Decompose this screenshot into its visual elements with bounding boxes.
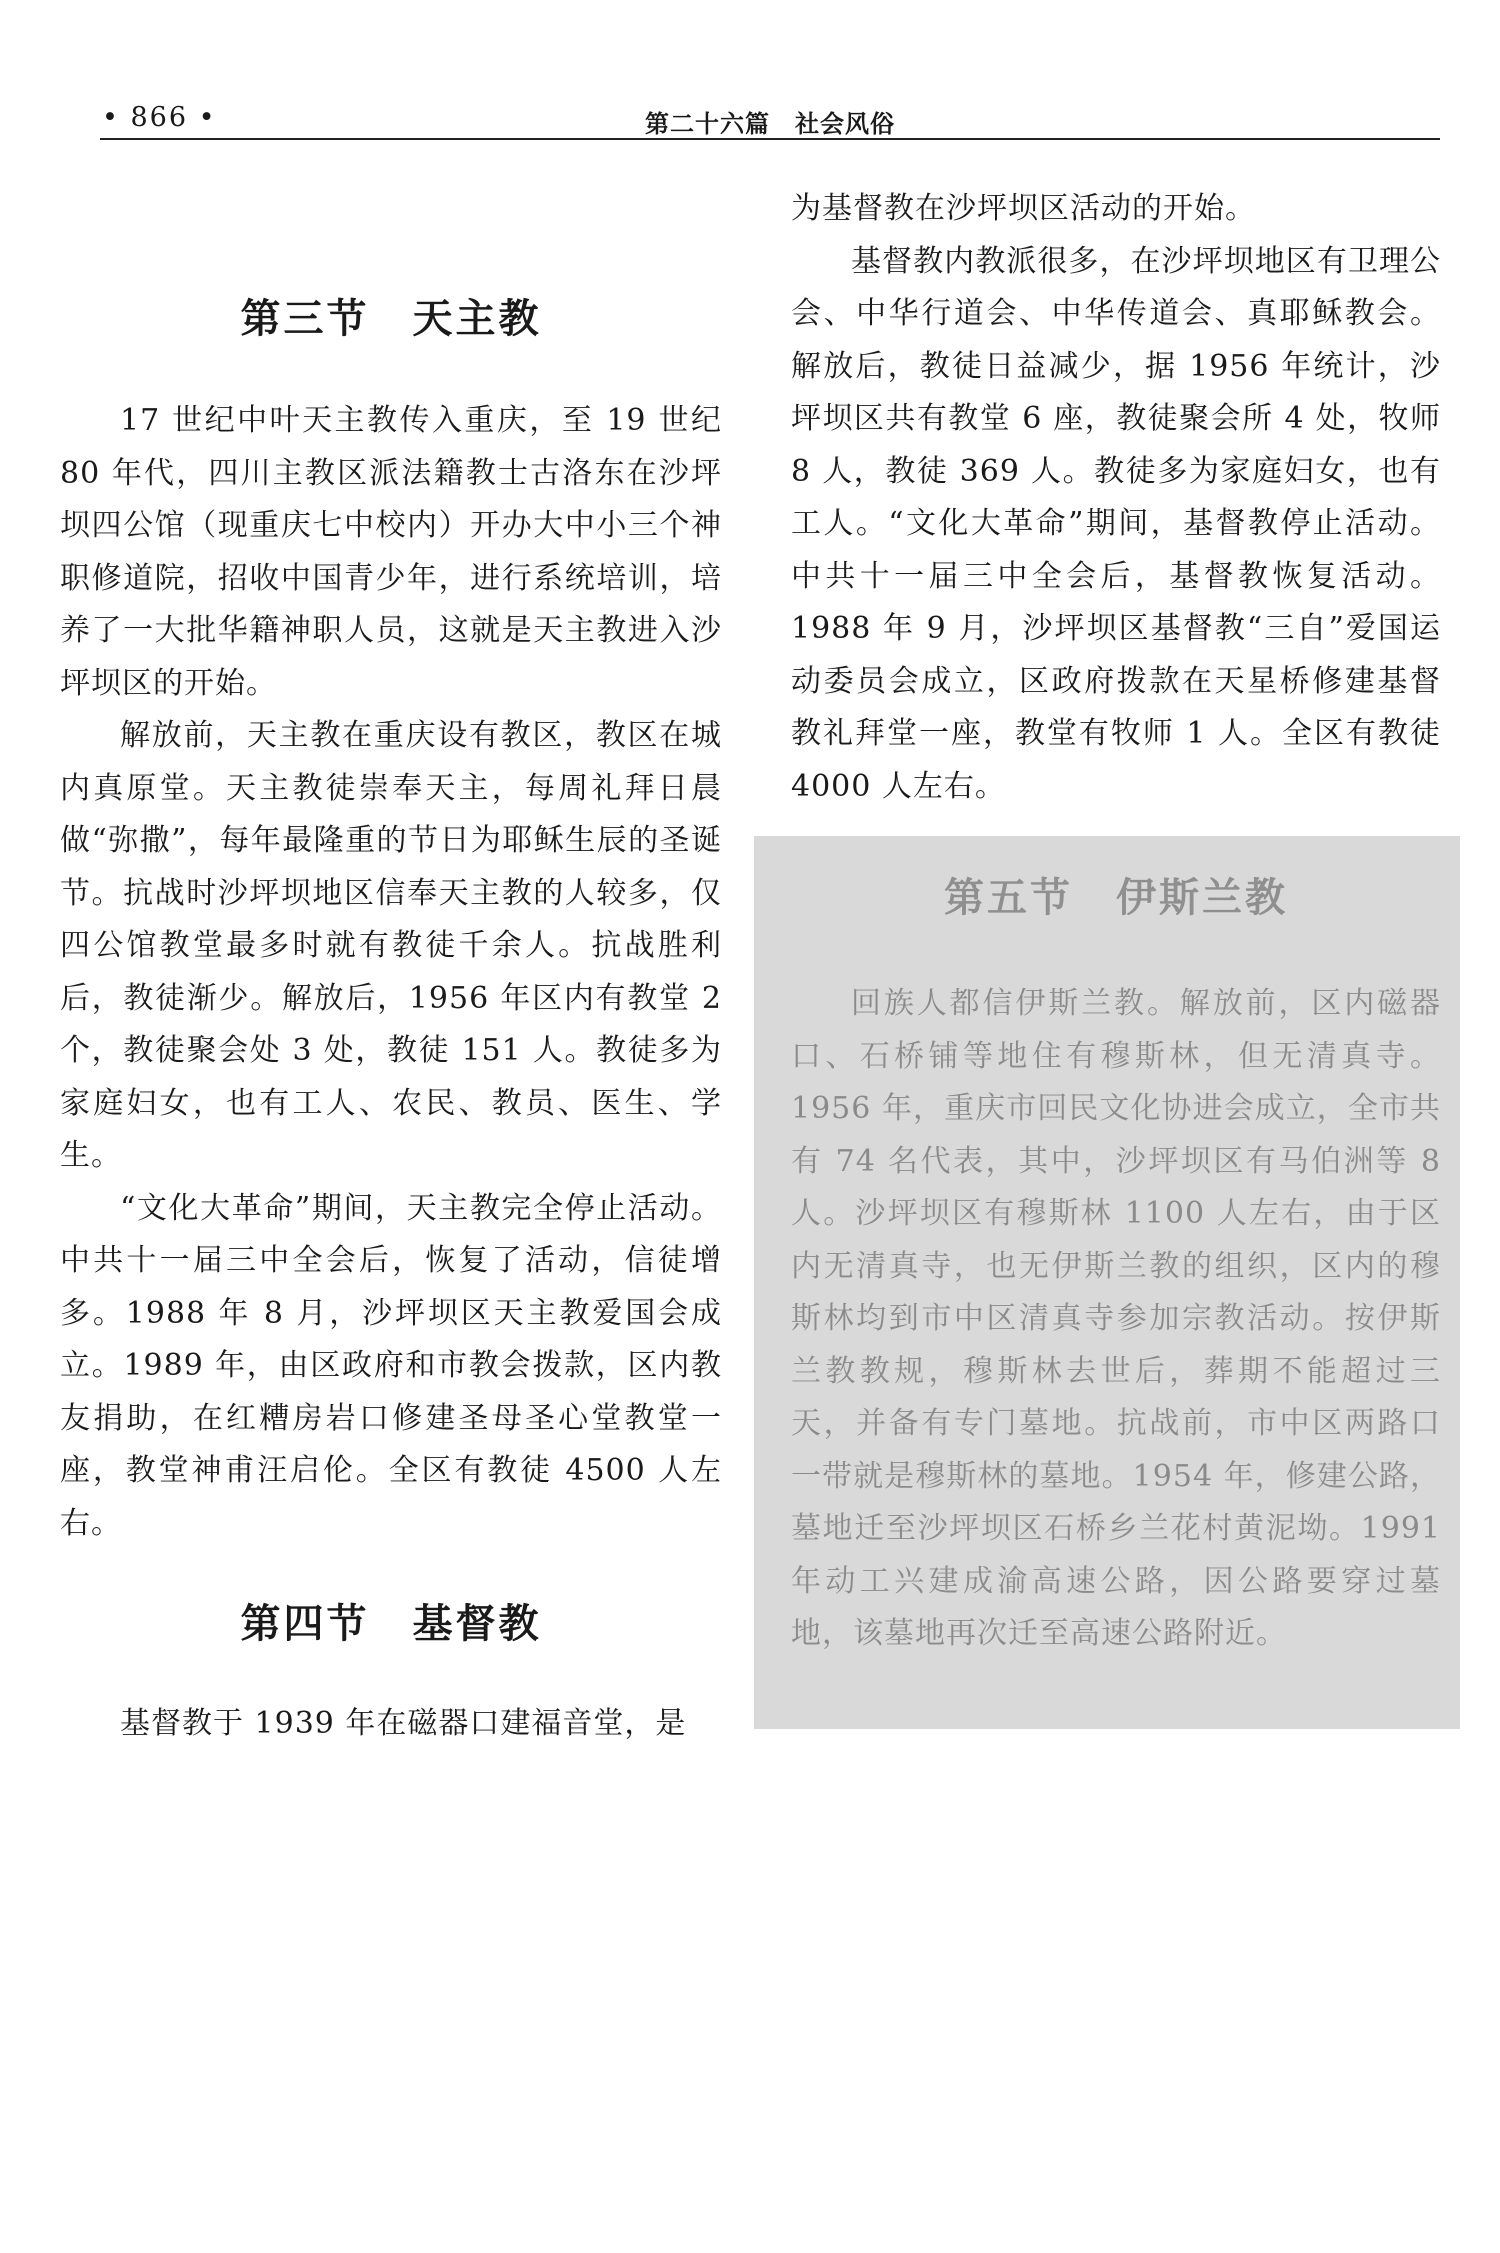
paragraph: 17 世纪中叶天主教传入重庆，至 19 世纪 80 年代，四川主教区派法籍教士古洛东在沙坪坝四公馆（现重庆七中校内）开办大中小三个神职修道院，招收中国青少年，进行系统培训，培养了一大批华籍神职人员，这就是天主教进入沙坪坝区的开始。 — [60, 403, 722, 701]
shaded-section — [754, 836, 1460, 1729]
page-number: • 866 • — [102, 102, 217, 133]
page-header — [100, 96, 1440, 140]
paragraph: “文化大革命”期间，天主教完全停止活动。中共十一届三中全会后，恢复了活动，信徒增多。1988 年 8 月，沙坪坝区天主教爱国会成立。1989 年，由区政府和市教会拨款，区内教友捐助，在红糟房岩口修建圣母圣心堂教堂一座，教堂神甫汪启伦。全区有教徒 4500 人左右。 — [60, 1190, 722, 1541]
running-head: 第二十六篇 社会风俗 — [645, 110, 895, 138]
right-column — [791, 183, 1441, 813]
section-title-islam: 第五节 伊斯兰教 — [944, 875, 1288, 921]
paragraph-continued: 为基督教在沙坪坝区活动的开始。 — [791, 191, 1256, 226]
left-column — [60, 178, 722, 1751]
section-title-catholicism: 第三节 天主教 — [240, 296, 542, 342]
paragraph: 回族人都信伊斯兰教。解放前，区内磁器口、石桥铺等地住有穆斯林，但无清真寺。1956 年，重庆市回民文化协进会成立，全市共有 74 名代表，其中，沙坪坝区有马伯洲等 8 人。沙坪坝区有穆斯林 1100 人左右，由于区内无清真寺，也无伊斯兰教的组织，区内的穆斯林均到市中区清真寺参加宗教活动。按伊斯兰教教规，穆斯林去世后，葬期不能超过三天，并备有专门墓地。抗战前，市中区两路口一带就是穆斯林的墓地。1954 年，修建公路，墓地迁至沙坪坝区石桥乡兰花村黄泥坳。1991 年动工兴建成渝高速公路，因公路要穿过墓地，该墓地再次迁至高速公路附近。 — [791, 986, 1441, 1651]
section-title-protestantism: 第四节 基督教 — [240, 1601, 542, 1647]
paragraph: 基督教内教派很多，在沙坪坝地区有卫理公会、中华行道会、中华传道会、真耶稣教会。解放后，教徒日益减少，据 1956 年统计，沙坪坝区共有教堂 6 座，教徒聚会所 4 处，牧师 8 人，教徒 369 人。教徒多为家庭妇女，也有工人。“文化大革命”期间，基督教停止活动。中共十一届三中全会后，基督教恢复活动。1988 年 9 月，沙坪坝区基督教“三自”爱国运动委员会成立，区政府拨款在天星桥修建基督教礼拜堂一座，教堂有牧师 1 人。全区有教徒 4000 人左右。 — [791, 243, 1441, 804]
paragraph: 基督教于 1939 年在磁器口建福音堂，是 — [120, 1706, 687, 1741]
paragraph: 解放前，天主教在重庆设有教区，教区在城内真原堂。天主教徒崇奉天主，每周礼拜日晨做“弥撒”，每年最隆重的节日为耶稣生辰的圣诞节。抗战时沙坪坝地区信奉天主教的人较多，仅四公馆教堂最多时就有教徒千余人。抗战胜利后，教徒渐少。解放后，1956 年区内有教堂 2 个，教徒聚会处 3 处，教徒 151 人。教徒多为家庭妇女，也有工人、农民、教员、医生、学生。 — [60, 718, 722, 1173]
